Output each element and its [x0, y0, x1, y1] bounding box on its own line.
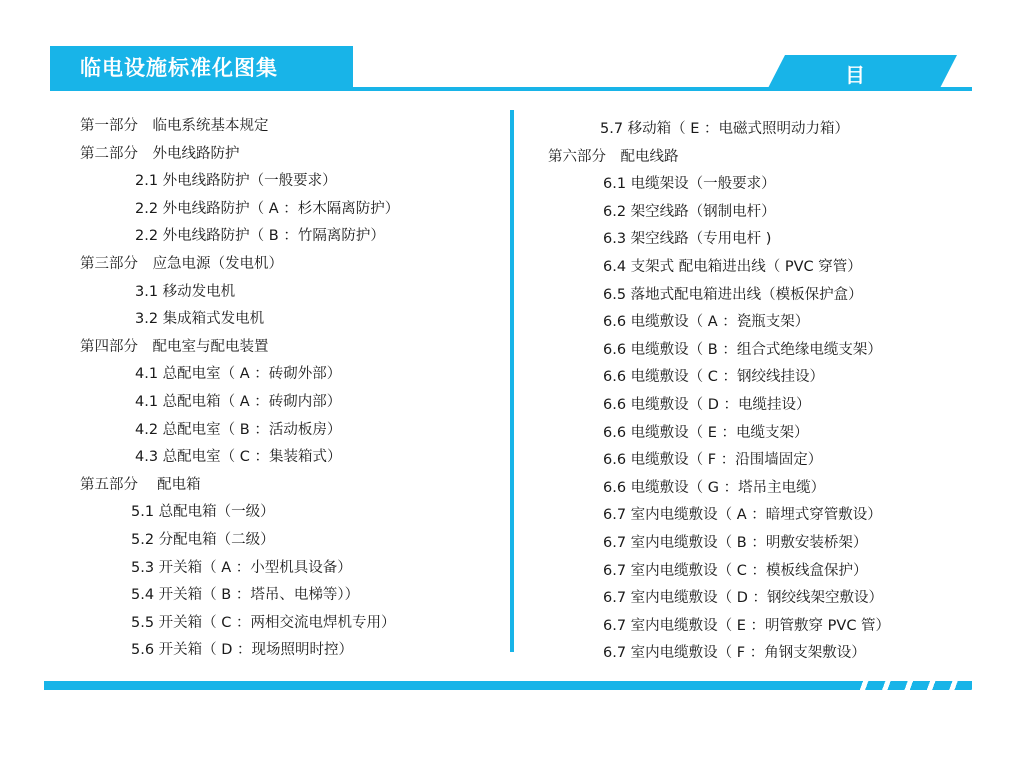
- toc-entry: 6.7 室内电缆敷设（ C ：模板线盒保护）: [603, 562, 868, 579]
- toc-entry: 5.6 开关箱（ D ：现场照明时控）: [131, 642, 354, 659]
- toc-part-heading: 第六部分 配电线路: [548, 148, 679, 165]
- toc-entry: 6.7 室内电缆敷设（ B ：明敷安装桥架）: [603, 535, 868, 551]
- toc-entry: 2.1 外电线路防护（一般要求）: [135, 173, 337, 190]
- toc-entry: 5.2 分配电箱（二级）: [131, 532, 275, 548]
- toc-entry: 3.2 集成箱式发电机: [135, 311, 265, 328]
- toc-entry: 6.6 电缆敷设（ A ：瓷瓶支架）: [603, 314, 810, 331]
- toc-entry: 6.7 室内电缆敷设（ F ：角钢支架敷设）: [603, 645, 866, 662]
- toc-part-heading: 第三部分 应急电源（发电机）: [80, 256, 283, 272]
- toc-part-heading: 第一部分 临电系统基本规定: [80, 118, 269, 134]
- toc-entry: 5.7 移动箱（ E ：电磁式照明动力箱）: [600, 121, 850, 137]
- toc-entry: 6.6 电缆敷设（ C ：钢绞线挂设）: [603, 369, 825, 386]
- toc-entry: 4.3 总配电室（ C ：集装箱式）: [135, 449, 342, 466]
- toc-entry: 6.6 电缆敷设（ D ：电缆挂设）: [603, 397, 811, 413]
- footer-rule: [44, 681, 972, 690]
- toc-entry: 3.1 移动发电机: [135, 283, 236, 300]
- document-title: 临电设施标准化图集: [50, 46, 353, 90]
- toc-entry: 6.3 架空线路（专用电杆 ): [603, 231, 772, 248]
- toc-entry: 6.5 落地式配电箱进出线（模板保护盒）: [603, 286, 863, 303]
- footer-stripes: [846, 681, 972, 690]
- toc-part-heading: 第二部分 外电线路防护: [80, 145, 240, 162]
- toc-entry: 6.7 室内电缆敷设（ E ：明管敷穿 PVC 管）: [603, 617, 891, 634]
- toc-entry: 6.7 室内电缆敷设（ D ：钢绞线架空敷设）: [603, 590, 884, 607]
- toc-part-heading: 第四部分 配电室与配电装置: [80, 338, 269, 355]
- toc-entry: 4.1 总配电箱（ A ：砖砌内部）: [135, 394, 342, 410]
- toc-entry: 2.2 外电线路防护（ B ：竹隔离防护）: [135, 228, 385, 245]
- toc-entry: 5.5 开关箱（ C ：两相交流电焊机专用）: [131, 614, 396, 631]
- column-divider: [510, 110, 514, 652]
- toc-part-heading: 第五部分 配电箱: [80, 476, 201, 493]
- toc-entry: 4.2 总配电室（ B ：活动板房）: [135, 421, 342, 438]
- toc-entry: 5.3 开关箱（ A ：小型机具设备）: [131, 559, 352, 576]
- toc-entry: 6.4 支架式 配电箱进出线（ PVC 穿管）: [603, 259, 862, 275]
- toc-entry: 5.1 总配电箱（一级）: [131, 504, 275, 521]
- toc-entry: 5.4 开关箱（ B ：塔吊、电梯等））: [131, 587, 360, 604]
- toc-entry: 4.1 总配电室（ A ：砖砌外部）: [135, 366, 342, 383]
- toc-entry: 6.6 电缆敷设（ G ：塔吊主电缆）: [603, 479, 826, 496]
- toc-entry: 6.1 电缆架设（一般要求）: [603, 176, 776, 193]
- toc-entry: 2.2 外电线路防护（ A ：杉木隔离防护）: [135, 200, 400, 217]
- section-label: 目: [845, 63, 865, 87]
- toc-entry: 6.6 电缆敷设（ F ：沿围墙固定）: [603, 452, 823, 469]
- toc-entry: 6.2 架空线路（钢制电杆）: [603, 203, 776, 220]
- toc-entry: 6.6 电缆敷设（ E ：电缆支架）: [603, 424, 809, 441]
- toc-entry: 6.6 电缆敷设（ B ：组合式绝缘电缆支架）: [603, 341, 882, 358]
- toc-entry: 6.7 室内电缆敷设（ A ：暗埋式穿管敷设）: [603, 507, 882, 524]
